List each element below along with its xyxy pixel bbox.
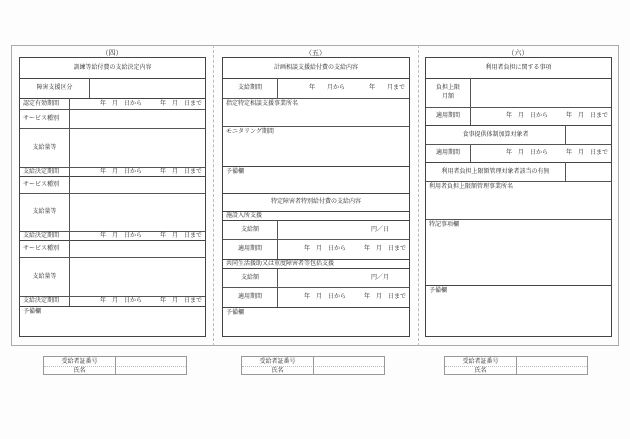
remarks-field[interactable]: 予備欄	[226, 309, 245, 316]
group-amount-field[interactable]: 円／月	[370, 273, 389, 281]
meal-addition-label: 食事提供体制加算対象者	[462, 130, 529, 138]
amount-label: 支給量等	[32, 272, 57, 280]
recipient-name-field[interactable]	[517, 366, 587, 375]
monthly-cap-field[interactable]	[471, 78, 611, 107]
certification-period-label: 認定有効期間	[23, 99, 60, 107]
amount-label: 支給量等	[32, 208, 57, 215]
special-notes-field[interactable]: 特記事項欄	[429, 221, 460, 228]
recipient-id-box	[43, 356, 187, 375]
meal-addition-field[interactable]	[566, 125, 611, 144]
recipient-name-field[interactable]	[314, 366, 384, 375]
disability-category-field[interactable]	[90, 78, 205, 98]
cap-period-label: 適用期間	[435, 112, 460, 119]
fold-line	[418, 45, 419, 346]
service-type-label: サービス種別	[23, 180, 60, 188]
service-type-field[interactable]	[70, 176, 205, 193]
recipient-number-field[interactable]	[116, 357, 186, 366]
cap-period-field[interactable]: 年 月 日から 年 月 日まで	[505, 112, 608, 119]
cap-management-field[interactable]	[566, 162, 611, 181]
recipient-name-label: 氏名	[271, 366, 284, 374]
payment-period-label: 支給期間	[237, 84, 262, 91]
remarks-field[interactable]: 予備欄	[226, 168, 245, 175]
panel-five	[222, 57, 410, 337]
meal-period-field[interactable]: 年 月 日から 年 月 日まで	[505, 149, 608, 156]
recipient-name-label: 氏名	[73, 366, 86, 374]
service-type-label: サービス種別	[23, 114, 60, 122]
decision-period-label: 支給決定期間	[23, 167, 60, 175]
service-type-field[interactable]	[70, 109, 205, 128]
remarks-field[interactable]: 予備欄	[429, 287, 448, 294]
panel-label-five: （五）	[305, 49, 326, 57]
recipient-number-field[interactable]	[517, 357, 587, 366]
panel-four-title: 訓練等給付費の支給決定内容	[73, 64, 152, 71]
panel-six-title: 利用者負担に関する事項	[485, 64, 552, 71]
decision-period-label: 支給決定期間	[23, 297, 60, 304]
designated-office-field[interactable]: 指定特定相談支援事業所名	[226, 100, 299, 107]
special-benefit-title: 特定障害者特別給付費の支給内容	[270, 198, 361, 205]
recipient-number-label: 受給者証番号	[61, 357, 98, 365]
cap-management-office-field[interactable]: 利用者負担上限額管理事業所名	[429, 183, 514, 190]
recipient-id-box	[444, 356, 588, 375]
disability-category-label: 障害支援区分	[36, 84, 73, 91]
panel-six	[425, 57, 612, 337]
amount-label: 支給量等	[32, 143, 57, 151]
facility-amount-label: 支給額	[240, 225, 259, 233]
facility-period-label: 適用期間	[237, 245, 262, 252]
service-type-field[interactable]	[70, 240, 205, 257]
decision-period-field[interactable]: 年 月 日から 年 月 日まで	[99, 231, 202, 239]
cap-management-label: 利用者負担上限額管理対象者該当の有無	[441, 167, 550, 175]
recipient-id-box	[241, 356, 385, 375]
decision-period-field[interactable]: 年 月 日から 年 月 日まで	[99, 167, 202, 175]
recipient-number-label: 受給者証番号	[462, 357, 499, 365]
group-amount-label: 支給額	[240, 273, 259, 281]
service-type-label: サービス種別	[23, 244, 60, 252]
decision-period-field[interactable]: 年 月 日から 年 月 日まで	[99, 297, 202, 304]
recipient-name-label: 氏名	[474, 366, 487, 374]
facility-amount-field[interactable]: 円／日	[370, 225, 389, 233]
panel-label-four: （四）	[101, 49, 123, 57]
certification-period-field[interactable]: 年 月 日から 年 月 日まで	[99, 99, 202, 107]
group-home-label: 共同生活援助又は重度障害者等包括支援	[226, 259, 335, 267]
remarks-field[interactable]: 予備欄	[23, 308, 42, 315]
fold-line	[213, 45, 214, 346]
recipient-number-label: 受給者証番号	[259, 357, 296, 365]
monitoring-period-field[interactable]: モニタリング期間	[226, 128, 274, 135]
panel-four	[19, 57, 206, 337]
decision-period-label: 支給決定期間	[23, 231, 60, 239]
panel-label-six: （六）	[507, 49, 529, 57]
monthly-cap-label-line2: 月額	[441, 93, 454, 100]
monthly-cap-label-line1: 負担上限	[435, 84, 460, 91]
meal-period-label: 適用期間	[435, 149, 460, 156]
payment-period-field[interactable]: 年 月から 年 月まで	[308, 84, 405, 91]
monthly-cap-label	[426, 78, 470, 107]
facility-period-field[interactable]: 年 月 日から 年 月 日まで	[303, 245, 406, 252]
group-period-label: 適用期間	[237, 293, 262, 300]
amount-field[interactable]	[70, 257, 205, 296]
recipient-number-field[interactable]	[314, 357, 384, 366]
recipient-name-field[interactable]	[116, 366, 186, 375]
amount-field[interactable]	[70, 193, 205, 231]
group-period-field[interactable]: 年 月 日から 年 月 日まで	[303, 293, 406, 300]
amount-field[interactable]	[70, 128, 205, 167]
facility-support-label: 施設入所支援	[226, 211, 263, 219]
panel-five-title: 計画相談支援給付費の支給内容	[273, 64, 358, 71]
